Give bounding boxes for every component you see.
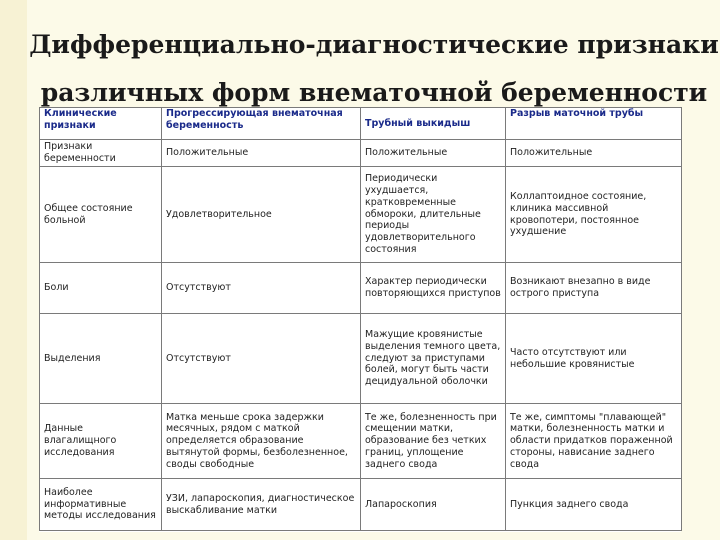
table-cell: Данные влагалищного исследования bbox=[40, 404, 162, 479]
table-cell: Пункция заднего свода bbox=[506, 479, 682, 531]
table-cell: Возникают внезапно в виде острого приступа bbox=[506, 263, 682, 314]
table-cell: Удовлетворительное bbox=[162, 167, 361, 263]
table-cell: Коллаптоидное состояние, клиника массивной кровопотери, постоянное ухудшение bbox=[506, 167, 682, 263]
table-row bbox=[40, 404, 682, 479]
table-cell: Наиболее информативные методы исследования bbox=[40, 479, 162, 531]
diagnostic-table bbox=[39, 107, 682, 531]
table-cell: Матка меньше срока задержки месячных, рядом с маткой определяется образование вытянутой формы, безболезненное, своды свободные bbox=[162, 404, 361, 479]
table-cell: Мажущие кровянистые выделения темного цвета, следуют за приступами болей, могут быть части децидуальной оболочки bbox=[361, 314, 506, 404]
table-cell: Общее состояние больной bbox=[40, 167, 162, 263]
header-cell: Прогрессирующая внематочная беременность bbox=[162, 108, 361, 140]
table-cell: Лапароскопия bbox=[361, 479, 506, 531]
table-cell: Отсутствуют bbox=[162, 314, 361, 404]
table-cell: Те же, симптомы "плавающей" матки, болезненность матки и области придатков пораженной стороны, нависание заднего свода bbox=[506, 404, 682, 479]
table-cell: Положительные bbox=[162, 140, 361, 167]
left-decorative-bar bbox=[0, 0, 27, 540]
table-row bbox=[40, 314, 682, 404]
table-cell: Положительные bbox=[506, 140, 682, 167]
diagnostic-table-container bbox=[39, 107, 681, 532]
header-cell: Клинические признаки bbox=[40, 108, 162, 140]
table-row bbox=[40, 479, 682, 531]
header-cell: Трубный выкидыш bbox=[361, 108, 506, 140]
table-cell: Боли bbox=[40, 263, 162, 314]
table-cell: Часто отсутствуют или небольшие кровянистые bbox=[506, 314, 682, 404]
table-header-row bbox=[40, 108, 682, 140]
slide-title-line-1: Дифференциально-диагностические признаки bbox=[29, 30, 719, 59]
slide-title-line-2: различных форм внематочной беременности bbox=[40, 78, 708, 107]
table-row bbox=[40, 140, 682, 167]
table-cell: Те же, болезненность при смещении матки, образование без четких границ, уплощение заднего свода bbox=[361, 404, 506, 479]
table-cell: УЗИ, лапароскопия, диагностическое выскабливание матки bbox=[162, 479, 361, 531]
table-cell: Выделения bbox=[40, 314, 162, 404]
table-cell: Характер периодически повторяющихся приступов bbox=[361, 263, 506, 314]
table-cell: Отсутствуют bbox=[162, 263, 361, 314]
table-cell: Периодически ухудшается, кратковременные обмороки, длительные периоды удовлетворительного состояния bbox=[361, 167, 506, 263]
table-cell: Положительные bbox=[361, 140, 506, 167]
header-cell: Разрыв маточной трубы bbox=[506, 108, 682, 140]
table-row bbox=[40, 263, 682, 314]
table-row bbox=[40, 167, 682, 263]
table-cell: Признаки беременности bbox=[40, 140, 162, 167]
